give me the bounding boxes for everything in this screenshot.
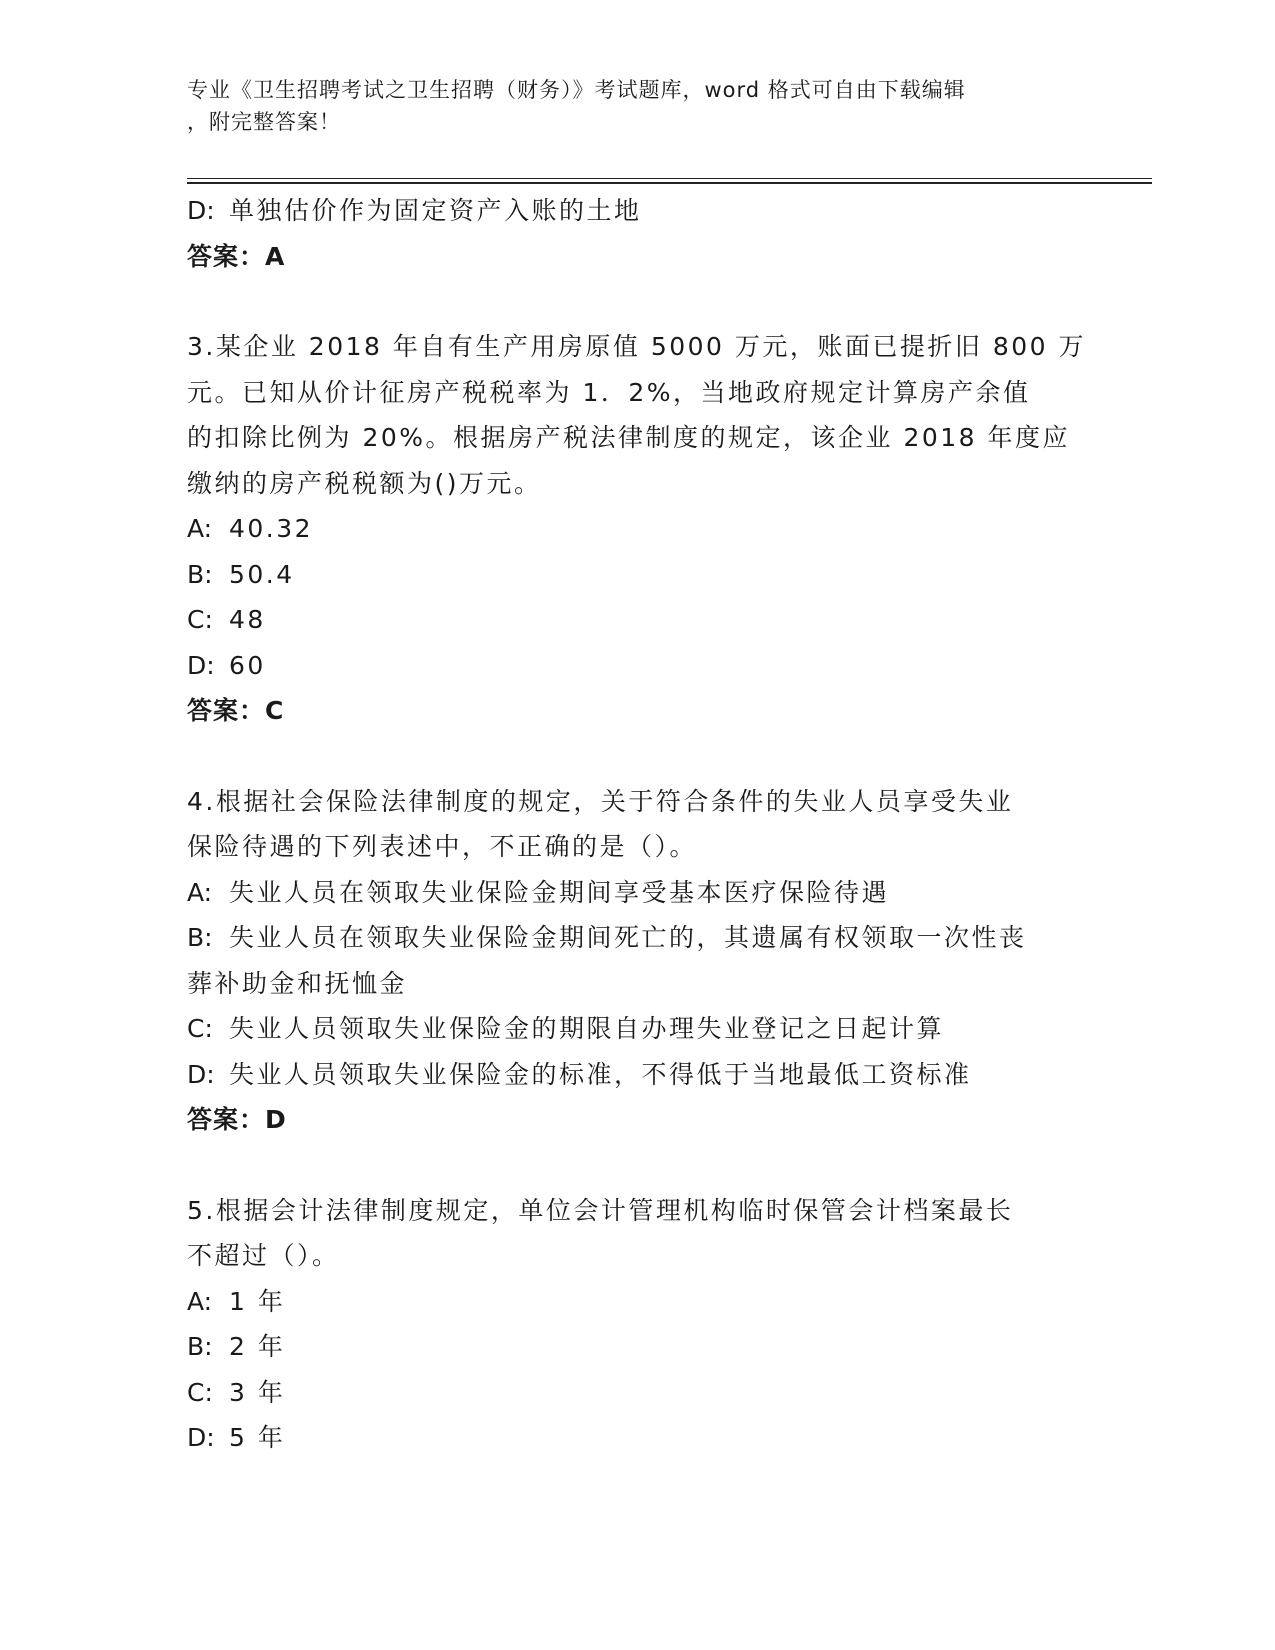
answer: 答案：D xyxy=(187,1105,287,1134)
question-list xyxy=(187,188,1087,1461)
question-4 xyxy=(187,779,1087,1143)
option-a: A: 40.32 xyxy=(187,514,314,543)
option-a: A: 失业人员在领取失业保险金期间享受基本医疗保险待遇 xyxy=(187,877,890,907)
question-stem-line: 的扣除比例为 20%。根据房产税法律制度的规定，该企业 2018 年度应 xyxy=(187,423,1071,452)
header-line-2: ，附完整答案！ xyxy=(187,110,341,134)
question-stem-line: 5.根据会计法律制度规定，单位会计管理机构临时保管会计档案最长 xyxy=(187,1195,1014,1225)
option-b: B: 50.4 xyxy=(187,559,295,589)
option-d: D: 5 年 xyxy=(187,1423,286,1452)
answer: 答案：A xyxy=(187,241,286,271)
header-divider xyxy=(187,178,1152,184)
question-stem-line: 缴纳的房产税税额为()万元。 xyxy=(187,468,542,498)
option-b: B: 2 年 xyxy=(187,1332,286,1361)
answer: 答案：C xyxy=(187,696,285,725)
question-stem-line: 元。已知从价计征房产税税率为 1．2%，当地政府规定计算房产余值 xyxy=(187,377,1031,407)
option-c: C: 失业人员领取失业保险金的期限自办理失业登记之日起计算 xyxy=(187,1014,945,1043)
question-stem-line: 不超过（）。 xyxy=(187,1241,340,1270)
document-header xyxy=(187,74,1067,138)
question-5 xyxy=(187,1188,1087,1461)
option-b-continued: 葬补助金和抚恤金 xyxy=(187,968,408,998)
option-c: C: 48 xyxy=(187,605,266,634)
option-d: D: 失业人员领取失业保险金的标准，不得低于当地最低工资标准 xyxy=(187,1059,972,1089)
question-3 xyxy=(187,324,1087,734)
question-stem-line: 4.根据社会保险法律制度的规定，关于符合条件的失业人员享受失业 xyxy=(187,786,1014,816)
question-stem-line: 保险待遇的下列表述中，不正确的是（）。 xyxy=(187,832,698,861)
option-a: A: 1 年 xyxy=(187,1286,286,1316)
previous-question-tail xyxy=(187,188,1087,279)
question-stem-line: 3.某企业 2018 年自有生产用房原值 5000 万元，账面已提折旧 800 万 xyxy=(187,332,1086,361)
option-d: D: 60 xyxy=(187,650,266,680)
option-b: B: 失业人员在领取失业保险金期间死亡的，其遗属有权领取一次性丧 xyxy=(187,923,1027,952)
header-line-1: 专业《卫生招聘考试之卫生招聘（财务）》考试题库，word 格式可自由下载编辑 xyxy=(187,78,966,102)
option-c: C: 3 年 xyxy=(187,1377,286,1407)
option-d: D: 单独估价作为固定资产入账的土地 xyxy=(187,196,642,225)
